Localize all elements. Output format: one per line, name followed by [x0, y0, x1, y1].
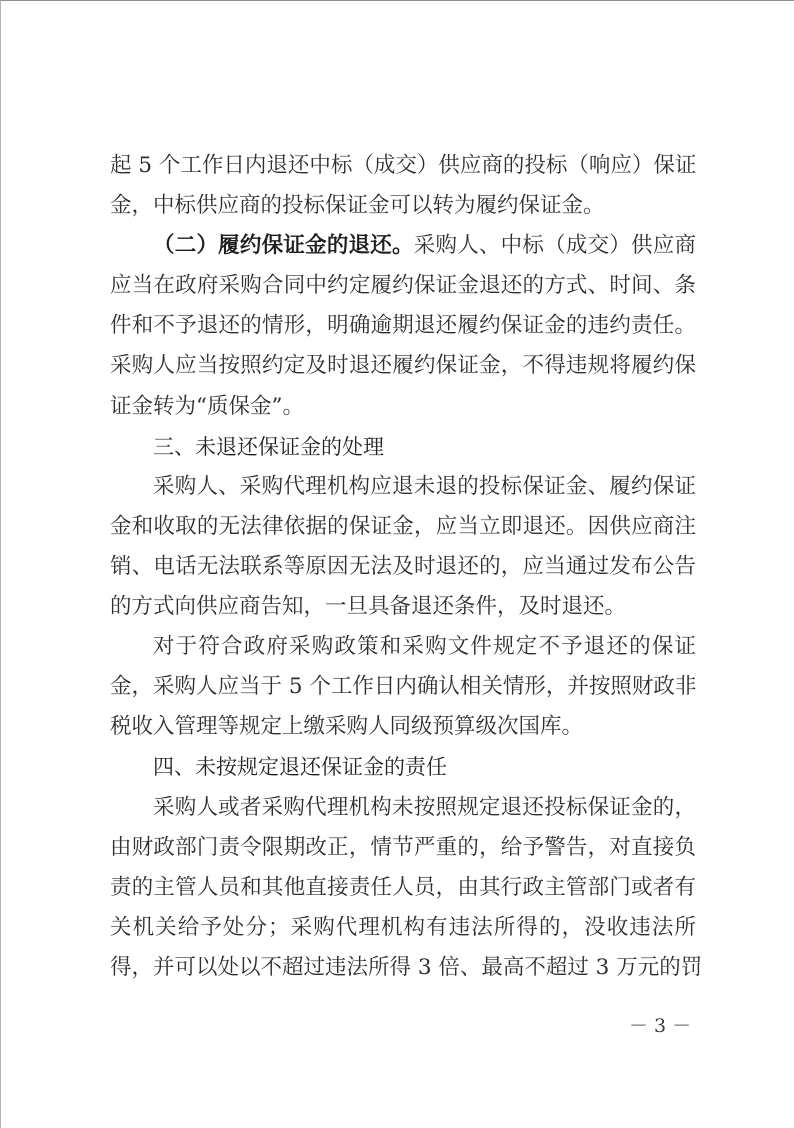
text-line: 销、电话无法联系等原因无法及时退还的，应当通过发布公告: [110, 553, 696, 579]
page-number: － 3 －: [629, 1015, 692, 1037]
text-line: 起 5 个工作日内退还中标（成交）供应商的投标（响应）保证: [110, 153, 697, 178]
text-line: 的方式向供应商告知，一旦具备退还条件，及时退还。: [110, 594, 627, 620]
text-line: 金，采购人应当于 5 个工作日内确认相关情形，并按照财政非: [110, 674, 697, 700]
section-3-heading: 三、未退还保证金的处理: [153, 434, 384, 459]
text-line: 金，中标供应商的投标保证金可以转为履约保证金。: [110, 193, 605, 219]
text-line: 采购人或者采购代理机构未按照规定退还投标保证金的，: [153, 794, 696, 820]
text-line: 采购人、采购代理机构应退未退的投标保证金、履约保证: [153, 473, 696, 499]
text-line: 金和收取的无法律依据的保证金，应当立即退还。因供应商注: [110, 513, 696, 539]
text-fragment: 采购人、中标（成交）供应商: [413, 233, 696, 259]
section-2-first-line: [110, 226, 696, 266]
text-line: 应当在政府采购合同中约定履约保证金退还的方式、时间、条: [110, 273, 696, 299]
text-line: 得，并可以处以不超过违法所得 3 倍、最高不超过 3 万元的罚: [110, 954, 703, 980]
section-4-heading: 四、未按规定退还保证金的责任: [153, 755, 447, 780]
document-body: [110, 146, 703, 988]
text-line: 对于符合政府采购政策和采购文件规定不予退还的保证: [153, 634, 696, 660]
text-line: 证金转为“质保金”。: [110, 393, 304, 419]
text-line: 由财政部门责令限期改正，情节严重的，给予警告，对直接负: [110, 834, 696, 860]
text-line: 税收入管理等规定上缴采购人同级预算级次国库。: [110, 714, 584, 740]
section-2-title: （二）履约保证金的退还。: [153, 233, 414, 259]
text-line: 件和不予退还的情形，明确逾期退还履约保证金的违约责任。: [110, 313, 696, 339]
text-line: 关机关给予处分；采购代理机构有违法所得的，没收违法所: [110, 914, 696, 940]
text-line: 采购人应当按照约定及时退还履约保证金，不得违规将履约保: [110, 353, 696, 379]
text-line: 责的主管人员和其他直接责任人员，由其行政主管部门或者有: [110, 874, 696, 900]
